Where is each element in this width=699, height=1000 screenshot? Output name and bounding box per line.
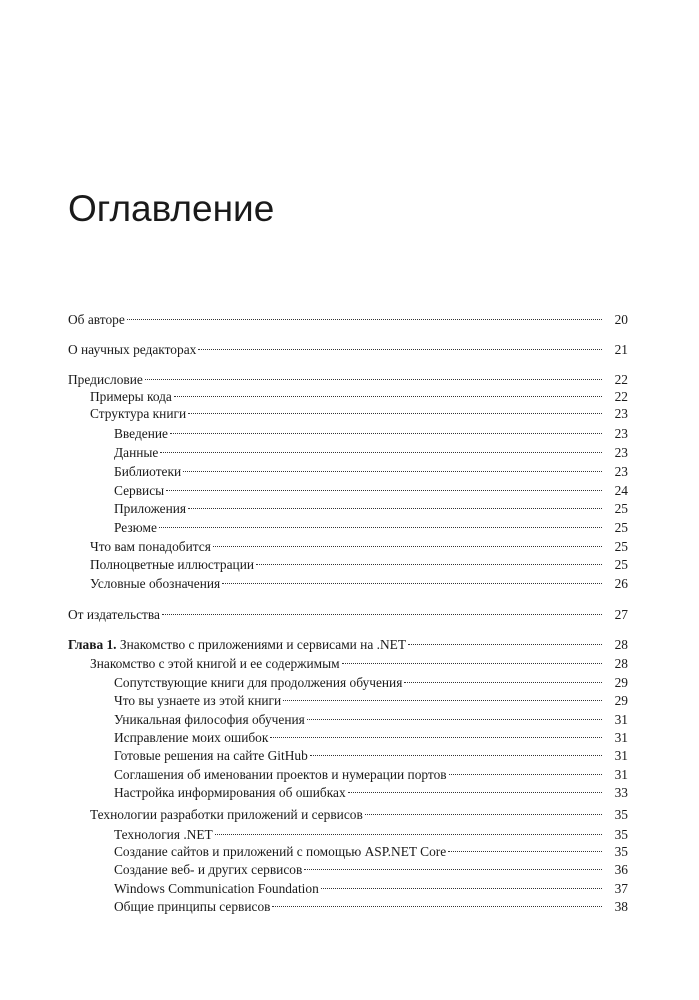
toc-entry-title: Сервисы xyxy=(114,483,165,498)
dot-leader xyxy=(270,736,602,738)
toc-entry[interactable] xyxy=(0,880,699,898)
toc-entry-title xyxy=(68,636,406,654)
dot-leader xyxy=(404,681,602,683)
toc-entry-title: Создание веб- и других сервисов xyxy=(114,862,303,877)
toc-entry-title: О научных редакторах xyxy=(68,342,197,357)
toc-page-number: 28 xyxy=(614,656,628,671)
dot-leader xyxy=(448,850,602,852)
dot-leader xyxy=(256,563,602,565)
toc-entry[interactable] xyxy=(0,444,699,462)
dot-leader xyxy=(408,643,602,645)
toc-entry[interactable] xyxy=(0,606,699,624)
toc-entry[interactable] xyxy=(0,729,699,747)
dot-leader xyxy=(222,582,602,584)
toc-entry[interactable] xyxy=(0,425,699,443)
toc-page-number: 27 xyxy=(614,607,628,622)
toc-page-number: 23 xyxy=(614,426,628,441)
toc-entry[interactable] xyxy=(0,655,699,673)
toc-entry-title: Технология .NET xyxy=(114,827,213,842)
toc-entry-title: Полноцветные иллюстрации xyxy=(90,557,255,572)
dot-leader xyxy=(283,699,602,701)
toc-page-number: 20 xyxy=(614,312,628,327)
dot-leader xyxy=(162,613,602,615)
dot-leader xyxy=(166,489,602,491)
toc-entry-title: Общие принципы сервисов xyxy=(114,899,271,914)
dot-leader xyxy=(170,432,602,434)
toc-entry-title: Условные обозначения xyxy=(90,576,221,591)
toc-entry-title: Предисловие xyxy=(68,372,143,387)
toc-entry-title: Приложения xyxy=(114,501,187,516)
toc-entry-title: Введение xyxy=(114,426,168,441)
toc-page-number: 22 xyxy=(614,389,628,404)
toc-entry[interactable] xyxy=(0,556,699,574)
toc-entry-title: Библиотеки xyxy=(114,464,182,479)
dot-leader xyxy=(342,662,602,664)
toc-entry[interactable] xyxy=(0,463,699,481)
dot-leader xyxy=(159,526,602,528)
toc-page-number: 25 xyxy=(614,520,628,535)
toc-page-number: 25 xyxy=(614,539,628,554)
toc-entry-title: Данные xyxy=(114,445,159,460)
toc-entry[interactable] xyxy=(0,538,699,556)
dot-leader xyxy=(304,868,602,870)
toc-page-number: 37 xyxy=(614,881,628,896)
toc-entry-title: Настройка информирования об ошибках xyxy=(114,785,346,800)
toc-page-number: 31 xyxy=(614,730,628,745)
toc-entry[interactable] xyxy=(0,861,699,879)
toc-entry-title: Об авторе xyxy=(68,312,125,327)
toc-entry-title: Готовые решения на сайте GitHub xyxy=(114,748,308,763)
toc-page-number: 23 xyxy=(614,464,628,479)
chapter-title: Знакомство с приложениями и сервисами на .NET xyxy=(119,637,407,652)
chapter-number: Глава 1. xyxy=(68,637,117,652)
dot-leader xyxy=(174,395,602,397)
toc-entry-title: Технологии разработки приложений и сервисов xyxy=(90,807,363,822)
toc-entry[interactable] xyxy=(0,674,699,692)
dot-leader xyxy=(188,412,602,414)
toc-page-number: 29 xyxy=(614,693,628,708)
toc-page-number: 29 xyxy=(614,675,628,690)
toc-page-number: 26 xyxy=(614,576,628,591)
toc-entry[interactable] xyxy=(0,500,699,518)
dot-leader xyxy=(198,348,602,350)
toc-page-number: 31 xyxy=(614,748,628,763)
toc-page-number: 38 xyxy=(614,899,628,914)
toc-entry[interactable] xyxy=(0,405,699,423)
toc-page-number: 31 xyxy=(614,767,628,782)
toc-entry[interactable] xyxy=(0,766,699,784)
toc-entry-title: Уникальная философия обучения xyxy=(114,712,305,727)
toc-page-number: 35 xyxy=(614,827,628,842)
dot-leader xyxy=(321,887,602,889)
toc-entry[interactable] xyxy=(0,898,699,916)
dot-leader xyxy=(188,507,602,509)
dot-leader xyxy=(213,545,602,547)
toc-page-number: 24 xyxy=(614,483,628,498)
toc-entry-title: Что вам понадобится xyxy=(90,539,211,554)
toc-entry[interactable] xyxy=(0,371,699,389)
toc-page-number: 35 xyxy=(614,807,628,822)
toc-entry-title: Windows Communication Foundation xyxy=(114,881,319,896)
dot-leader xyxy=(215,833,602,835)
toc-entry[interactable] xyxy=(0,826,699,844)
toc-entry[interactable] xyxy=(0,482,699,500)
dot-leader xyxy=(145,378,602,380)
dot-leader xyxy=(183,470,602,472)
toc-entry-title: Соглашения об именовании проектов и нумерации портов xyxy=(114,767,447,782)
toc-entry-title: Что вы узнаете из этой книги xyxy=(114,693,282,708)
toc-page-number: 21 xyxy=(614,342,628,357)
toc-entry[interactable] xyxy=(0,692,699,710)
dot-leader xyxy=(272,905,602,907)
toc-page-number: 22 xyxy=(614,372,628,387)
toc-page-number: 36 xyxy=(614,862,628,877)
toc-entry[interactable] xyxy=(0,341,699,359)
toc-entry-title: Исправление моих ошибок xyxy=(114,730,269,745)
toc-page-number: 25 xyxy=(614,557,628,572)
toc-entry[interactable] xyxy=(0,575,699,593)
toc-entry[interactable] xyxy=(0,711,699,729)
toc-entry-title: Структура книги xyxy=(90,406,187,421)
dot-leader xyxy=(365,813,602,815)
toc-entry-title: Знакомство с этой книгой и ее содержимым xyxy=(90,656,340,671)
toc-entry[interactable] xyxy=(0,519,699,537)
toc-page-number: 23 xyxy=(614,406,628,421)
toc-entry-title: От издательства xyxy=(68,607,160,622)
dot-leader xyxy=(307,718,602,720)
dot-leader xyxy=(348,791,602,793)
page-title: Оглавление xyxy=(68,188,275,229)
toc-page-number: 33 xyxy=(614,785,628,800)
toc-entry-title: Создание сайтов и приложений с помощью ASP.NET Core xyxy=(114,844,447,859)
toc-entry[interactable] xyxy=(0,784,699,802)
toc-entry[interactable] xyxy=(0,636,699,654)
toc-page-number: 25 xyxy=(614,501,628,516)
toc-entry-title: Примеры кода xyxy=(90,389,172,404)
dot-leader xyxy=(160,451,602,453)
toc-page-number: 28 xyxy=(614,637,628,652)
toc-page-number: 31 xyxy=(614,712,628,727)
toc-page-number: 35 xyxy=(614,844,628,859)
dot-leader xyxy=(127,318,602,320)
toc-entry[interactable] xyxy=(0,843,699,861)
toc-entry[interactable] xyxy=(0,806,699,824)
toc-entry[interactable] xyxy=(0,311,699,329)
toc-entry-title: Сопутствующие книги для продолжения обучения xyxy=(114,675,403,690)
toc-entry[interactable] xyxy=(0,747,699,765)
dot-leader xyxy=(449,773,602,775)
toc-entry[interactable] xyxy=(0,388,699,406)
toc-page-number: 23 xyxy=(614,445,628,460)
toc-entry-title: Резюме xyxy=(114,520,157,535)
dot-leader xyxy=(310,754,602,756)
